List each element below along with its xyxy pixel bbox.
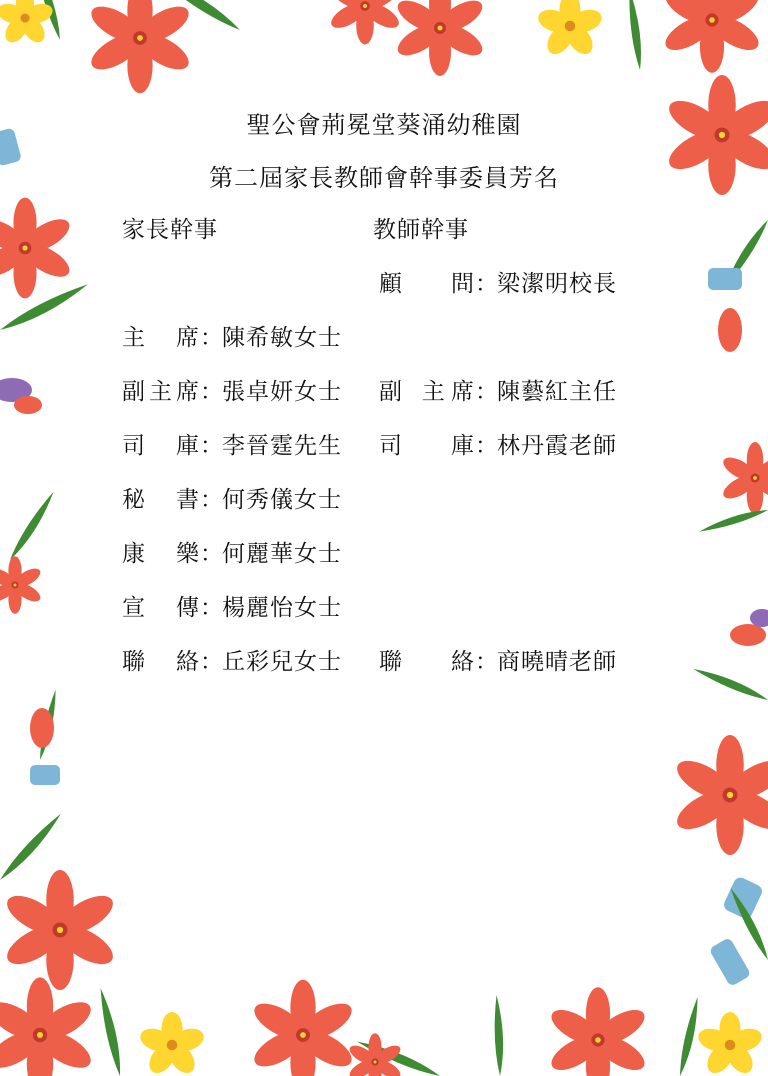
parent-member-row — [122, 539, 342, 569]
separator: ： — [200, 325, 224, 351]
role-label: 副 主席 — [379, 379, 475, 405]
role-label: 宣 傳 — [122, 595, 200, 621]
separator: ： — [475, 271, 499, 297]
separator: ： — [475, 649, 499, 675]
separator: ： — [200, 541, 224, 567]
role-label: 副主席 — [122, 379, 200, 405]
teachers-heading: 教師幹事 — [373, 217, 469, 243]
parent-member-row — [122, 323, 342, 353]
separator: ： — [200, 595, 224, 621]
separator: ： — [475, 433, 499, 459]
separator: ： — [200, 487, 224, 513]
member-name: 何麗華女士 — [222, 541, 342, 567]
parent-member-row — [122, 593, 342, 623]
member-name: 丘彩兒女士 — [222, 649, 342, 675]
committee-title: 第二屆家長教師會幹事委員芳名 — [209, 164, 559, 192]
member-name: 林丹霞老師 — [497, 433, 617, 459]
member-name: 楊麗怡女士 — [222, 595, 342, 621]
teacher-member-row — [379, 431, 617, 461]
member-name: 梁潔明校長 — [497, 271, 617, 297]
role-label: 主 席 — [122, 325, 200, 351]
separator: ： — [200, 379, 224, 405]
teacher-member-row — [379, 647, 617, 677]
parent-member-row — [122, 377, 342, 407]
role-label: 康 樂 — [122, 541, 200, 567]
parent-member-row — [122, 647, 342, 677]
member-name: 商曉晴老師 — [497, 649, 617, 675]
role-label: 秘 書 — [122, 487, 200, 513]
role-label: 司 庫 — [379, 433, 475, 459]
member-name: 何秀儀女士 — [222, 487, 342, 513]
member-name: 陳希敏女士 — [222, 325, 342, 351]
role-label: 司 庫 — [122, 433, 200, 459]
school-name: 聖公會荊冕堂葵涌幼稚園 — [246, 111, 522, 139]
separator: ： — [475, 379, 499, 405]
teacher-member-row — [379, 269, 617, 299]
role-label: 顧 問 — [379, 271, 475, 297]
member-name: 李晉霆先生 — [222, 433, 342, 459]
separator: ： — [200, 649, 224, 675]
parents-heading: 家長幹事 — [122, 217, 218, 243]
member-name: 張卓妍女士 — [222, 379, 342, 405]
parent-member-row — [122, 485, 342, 515]
parent-member-row — [122, 431, 342, 461]
role-label: 聯 絡 — [122, 649, 200, 675]
role-label: 聯 絡 — [379, 649, 475, 675]
member-name: 陳藝紅主任 — [497, 379, 617, 405]
separator: ： — [200, 433, 224, 459]
teacher-member-row — [379, 377, 617, 407]
